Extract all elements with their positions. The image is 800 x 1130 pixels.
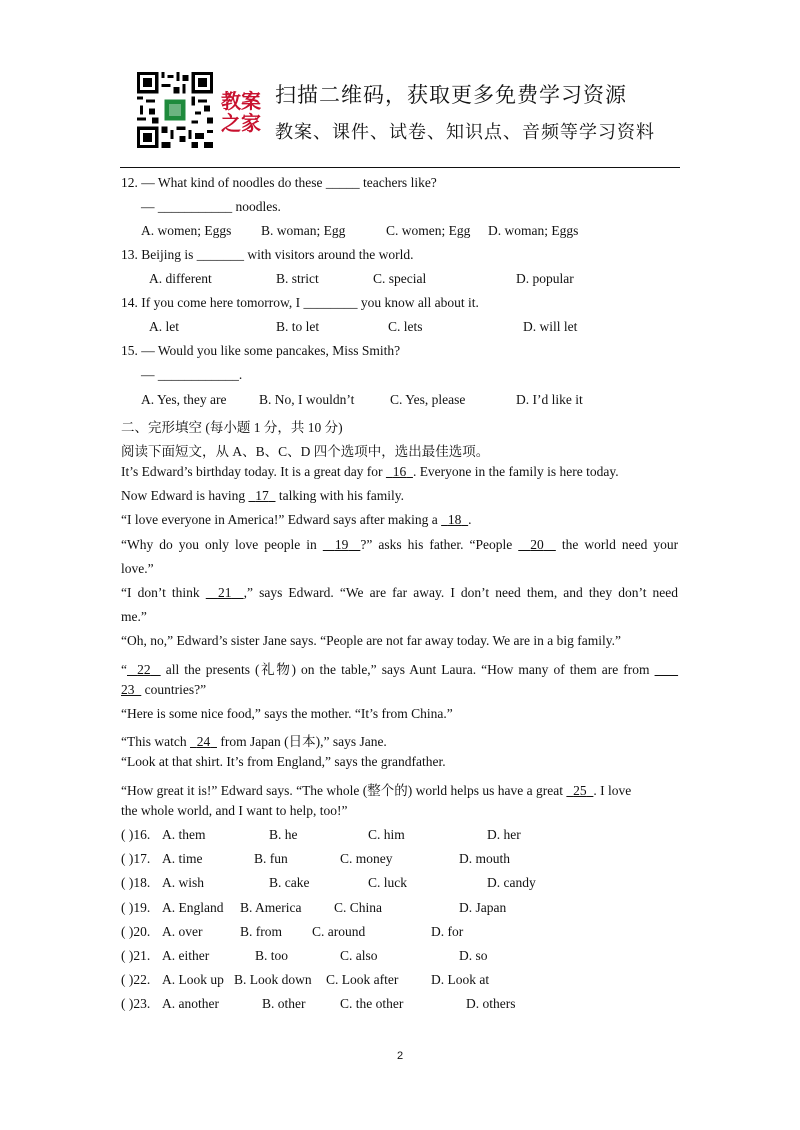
header-divider — [120, 167, 680, 168]
option-c: C. around — [312, 924, 366, 939]
header-subtitle: 教案、课件、试卷、知识点、音频等学习资料 — [275, 122, 655, 143]
option-b: B. cake — [269, 875, 310, 890]
page-number: 2 — [396, 1050, 404, 1062]
option-b: B. to let — [276, 319, 320, 334]
passage-line: 23 countries?” — [121, 682, 207, 697]
option-c: C. him — [368, 827, 405, 842]
option-a: A. Yes, they are — [141, 392, 227, 407]
option-d: D. popular — [516, 271, 574, 286]
option-b: B. strict — [276, 271, 319, 286]
option-b: B. America — [240, 900, 302, 915]
passage-line: “Why do you only love people in 19 ?” asks his father. “People 20 the world need your — [121, 537, 679, 552]
option-d: D. woman; Eggs — [488, 223, 579, 238]
question-14-stem: 14. If you come here tomorrow, I ________ you know all about it. — [121, 295, 479, 310]
page-header — [137, 72, 657, 152]
option-number: ( )18. — [121, 875, 151, 890]
option-a: A. another — [162, 996, 219, 1011]
question-15-stem: 15. — Would you like some pancakes, Miss Smith? — [121, 343, 401, 358]
option-number: ( )20. — [121, 924, 151, 939]
passage-line: “How great it is!” Edward says. “The whole (整个的) world helps us have a great 25 . I love — [121, 783, 632, 798]
option-b: B. other — [262, 996, 306, 1011]
logo-text: 之家 — [221, 111, 261, 135]
question-13-stem: 13. Beijing is _______ with visitors around the world. — [121, 247, 414, 262]
passage-line: “I don’t think 21 ,” says Edward. “We are far away. I don’t need them, and they don’t need — [121, 585, 679, 600]
option-d: D. mouth — [459, 851, 511, 866]
option-a: A. let — [149, 319, 179, 334]
logo-text: 教案 — [221, 89, 261, 113]
logo — [221, 90, 271, 134]
question-12-stem: 12. — What kind of noodles do these _____ teachers like? — [121, 175, 437, 190]
option-c: C. Yes, please — [390, 392, 466, 407]
passage-line: “ 22 all the presents (礼物) on the table,” says Aunt Laura. “How many of them are from — [121, 662, 650, 677]
option-c: C. lets — [388, 319, 423, 334]
option-a: A. England — [162, 900, 224, 915]
option-d: D. Japan — [459, 900, 507, 915]
option-d: D. I’d like it — [516, 392, 583, 407]
option-a: A. time — [162, 851, 203, 866]
option-c: C. money — [340, 851, 393, 866]
passage-line: “I love everyone in America!” Edward says after making a 18 . — [121, 512, 472, 527]
passage-line: “Here is some nice food,” says the mother. “It’s from China.” — [121, 706, 453, 721]
option-c: C. the other — [340, 996, 404, 1011]
option-d: D. Look at — [431, 972, 490, 987]
passage-line: “Look at that shirt. It’s from England,” says the grandfather. — [121, 754, 446, 769]
option-b: B. he — [269, 827, 298, 842]
option-a: A. them — [162, 827, 206, 842]
option-b: B. too — [255, 948, 289, 963]
option-a: A. Look up — [162, 972, 224, 987]
section-instruction: 阅读下面短文，从 A、B、C、D 四个选项中，选出最佳选项。 — [121, 444, 490, 459]
passage-line: the whole world, and I want to help, too!” — [121, 803, 348, 818]
question-12-reply: — ___________ noodles. — [141, 199, 281, 214]
option-number: ( )21. — [121, 948, 151, 963]
option-a: A. either — [162, 948, 210, 963]
option-b: B. No, I wouldn’t — [259, 392, 355, 407]
option-d: D. for — [431, 924, 464, 939]
passage-line: love.” — [121, 561, 154, 576]
passage-line: “This watch 24 from Japan (日本),” says Jane. — [121, 734, 387, 749]
option-c: C. special — [373, 271, 427, 286]
option-b: B. from — [240, 924, 282, 939]
option-a: A. different — [149, 271, 212, 286]
option-b: B. fun — [254, 851, 288, 866]
option-c: C. women; Egg — [386, 223, 471, 238]
option-d: D. her — [487, 827, 521, 842]
option-number: ( )19. — [121, 900, 151, 915]
option-a: A. women; Eggs — [141, 223, 232, 238]
option-c: C. Look after — [326, 972, 399, 987]
option-a: A. over — [162, 924, 203, 939]
option-d: D. others — [466, 996, 516, 1011]
passage-line: “Oh, no,” Edward’s sister Jane says. “People are not far away today. We are in a big family.” — [121, 633, 621, 648]
option-c: C. China — [334, 900, 383, 915]
option-number: ( )22. — [121, 972, 151, 987]
option-a: A. wish — [162, 875, 205, 890]
header-slogan: 扫描二维码，获取更多免费学习资源 — [275, 83, 627, 107]
option-number: ( )17. — [121, 851, 151, 866]
option-c: C. also — [340, 948, 378, 963]
option-d: D. so — [459, 948, 488, 963]
passage-line: Now Edward is having 17 talking with his family. — [121, 488, 404, 503]
option-b: B. woman; Egg — [261, 223, 346, 238]
question-15-reply: — ____________. — [141, 367, 243, 382]
qr-code-icon — [137, 72, 213, 148]
option-d: D. candy — [487, 875, 536, 890]
passage-line: me.” — [121, 609, 147, 624]
option-d: D. will let — [523, 319, 578, 334]
option-b: B. Look down — [234, 972, 312, 987]
passage-line: It’s Edward’s birthday today. It is a great day for 16 . Everyone in the family is here today. — [121, 464, 619, 479]
section-title: 二、完形填空 (每小题 1 分，共 10 分) — [121, 420, 343, 435]
option-number: ( )23. — [121, 996, 151, 1011]
option-c: C. luck — [368, 875, 407, 890]
option-number: ( )16. — [121, 827, 151, 842]
